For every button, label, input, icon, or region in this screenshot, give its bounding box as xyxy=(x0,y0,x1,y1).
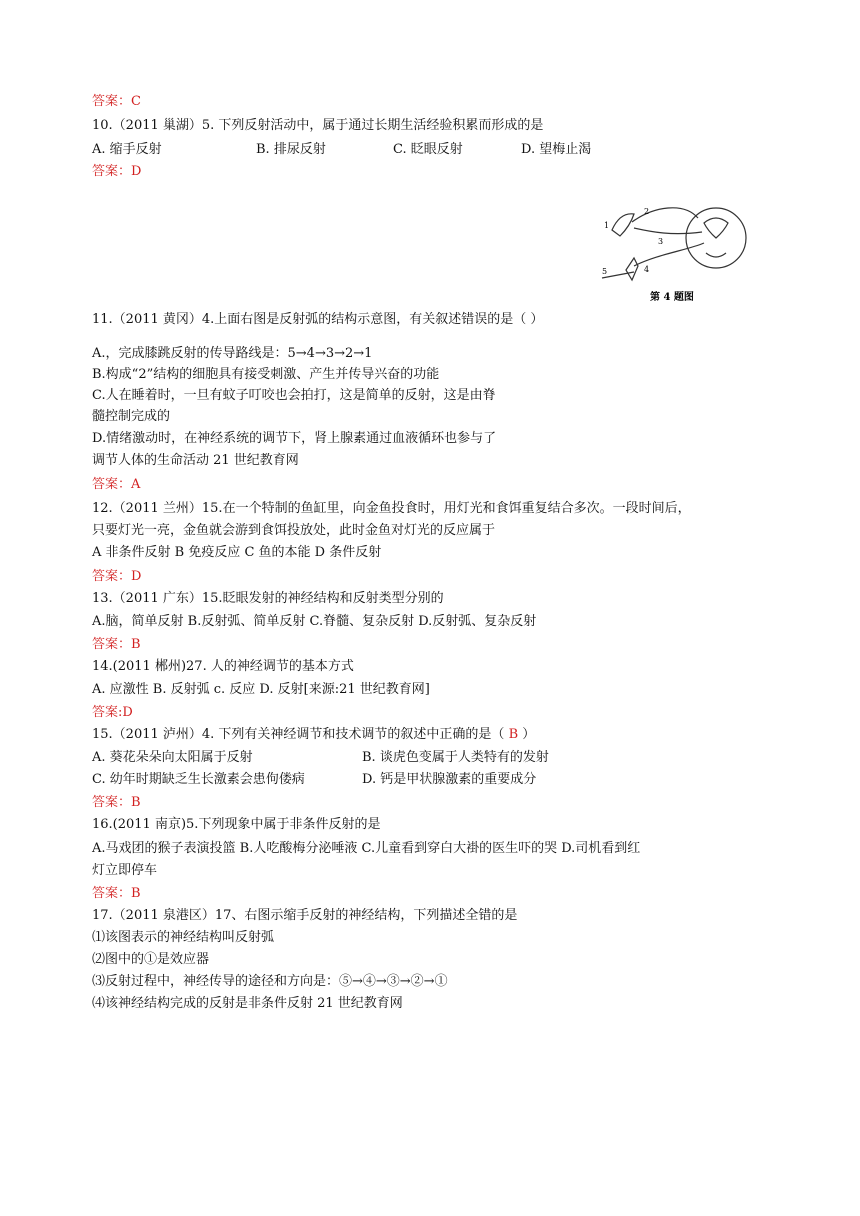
q15-stem-answer: B xyxy=(508,727,519,742)
q11-option-d-line2: 调节人体的生命活动 21 世纪教育网 xyxy=(92,453,299,468)
q10-option-a: A. 缩手反射 xyxy=(92,142,162,157)
q12-answer: 答案：D xyxy=(92,569,142,584)
q15-answer: 答案：B xyxy=(92,795,141,810)
q11-option-d-line1: D.情绪激动时，在神经系统的调节下，肾上腺素通过血液循环也参与了 xyxy=(92,431,497,446)
figure-caption: 第 4 题图 xyxy=(650,292,694,303)
q15-stem-end: ） xyxy=(522,727,536,742)
q11-option-a: A.，完成膝跳反射的传导路线是：5→4→3→2→1 xyxy=(92,346,373,361)
q12-options: A 非条件反射 B 免疫反应 C 鱼的本能 D 条件反射 xyxy=(92,545,382,560)
q14-options: A. 应激性 B. 反射弧 c. 反应 D. 反射[来源:21 世纪教育网] xyxy=(92,682,430,697)
q10-option-b: B. 排尿反射 xyxy=(256,142,326,157)
q10-option-d: D. 望梅止渴 xyxy=(521,142,592,157)
q16-answer: 答案：B xyxy=(92,886,141,901)
q15-option-c: C. 幼年时期缺乏生长激素会患佝偻病 xyxy=(92,772,305,787)
q15-option-a: A. 葵花朵朵向太阳属于反射 xyxy=(92,750,253,765)
q13-answer: 答案：B xyxy=(92,637,141,652)
q15-stem xyxy=(92,726,535,744)
q10-option-c: C. 眨眼反射 xyxy=(393,142,463,157)
q17-item-2: ⑵图中的①是效应器 xyxy=(92,952,210,967)
q12-stem-line1: 12.（2011 兰州）15.在一个特制的鱼缸里，向金鱼投食时，用灯光和食饵重复结合多次。一段时间后， xyxy=(92,501,691,516)
q11-answer: 答案：A xyxy=(92,477,141,492)
previous-answer: 答案：C xyxy=(92,94,141,109)
reflex-arc-figure xyxy=(592,188,764,314)
q14-stem: 14.(2011 郴州)27. 人的神经调节的基本方式 xyxy=(92,659,354,674)
q13-stem: 13.（2011 广东）15.眨眼发射的神经结构和反射类型分别的 xyxy=(92,591,444,606)
q11-option-b: B.构成“2”结构的细胞具有接受刺激、产生并传导兴奋的功能 xyxy=(92,367,440,382)
q16-options-line2: 灯立即停车 xyxy=(92,863,158,878)
q12-stem-line2: 只要灯光一亮，金鱼就会游到食饵投放处，此时金鱼对灯光的反应属于 xyxy=(92,523,496,538)
q10-stem: 10.（2011 巢湖）5. 下列反射活动中，属于通过长期生活经验积累而形成的是 xyxy=(92,118,544,133)
q15-option-b: B. 谈虎色变属于人类特有的发射 xyxy=(362,750,549,765)
q14-answer: 答案:D xyxy=(92,705,133,720)
q16-options-line1: A.马戏团的猴子表演投篮 B.人吃酸梅分泌唾液 C.儿童看到穿白大褂的医生吓的哭 D.司机看到红 xyxy=(92,841,641,856)
q15-option-d: D. 钙是甲状腺激素的重要成分 xyxy=(362,772,537,787)
q17-stem: 17.（2011 泉港区）17、右图示缩手反射的神经结构，下列描述全错的是 xyxy=(92,908,518,923)
q17-item-1: ⑴该图表示的神经结构叫反射弧 xyxy=(92,930,275,945)
q11-stem: 11.（2011 黄冈）4.上面右图是反射弧的结构示意图，有关叙述错误的是（ ） xyxy=(92,312,544,327)
q15-stem-text: 15.（2011 泸州）4. 下列有关神经调节和技术调节的叙述中正确的是（ xyxy=(92,727,505,742)
q16-stem: 16.(2011 南京)5.下列现象中属于非条件反射的是 xyxy=(92,817,381,832)
figure-label-2: 2 xyxy=(644,207,650,216)
q11-option-c-line2: 髓控制完成的 xyxy=(92,409,171,424)
q17-item-4: ⑷该神经结构完成的反射是非条件反射 21 世纪教育网 xyxy=(92,996,403,1011)
q10-answer: 答案：D xyxy=(92,164,142,179)
q17-item-3: ⑶反射过程中，神经传导的途径和方向是：⑤→④→③→②→① xyxy=(92,974,448,989)
figure-label-3: 3 xyxy=(658,237,664,246)
figure-label-4: 4 xyxy=(644,265,650,274)
figure-label-5: 5 xyxy=(602,267,608,276)
figure-label-1: 1 xyxy=(604,221,610,230)
q11-option-c-line1: C.人在睡着时，一旦有蚊子叮咬也会拍打，这是简单的反射，这是由脊 xyxy=(92,388,496,403)
q13-options: A.脑，简单反射 B.反射弧、简单反射 C.脊髓、复杂反射 D.反射弧、复杂反射 xyxy=(92,614,537,629)
